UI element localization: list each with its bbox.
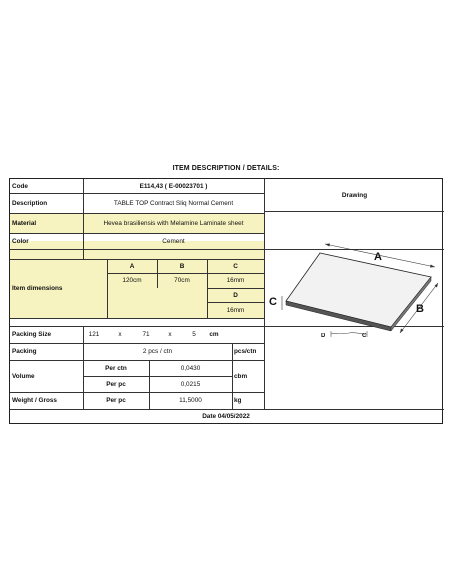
weight-value: 11,5000: [179, 397, 202, 404]
dim-value-b: 70cm: [174, 277, 190, 284]
drawing-label-c: C: [269, 296, 277, 308]
material-value: Hevea brasiliensis with Melamine Laminate sheet: [103, 219, 244, 227]
material-label: Material: [12, 219, 37, 227]
packing-size-unit: cm: [209, 331, 219, 338]
description-value: TABLE TOP Contract Sliq Normal Cement: [113, 199, 234, 207]
volume-label: Volume: [12, 372, 35, 380]
volume-unit: cbm: [234, 372, 248, 380]
table-top-drawing: [265, 234, 443, 344]
drawing-label-a: A: [374, 251, 382, 263]
weight-unit: kg: [234, 397, 242, 404]
drawing-label: Drawing: [341, 191, 368, 199]
slab-top-face: [286, 253, 431, 327]
code-label: Code: [12, 182, 28, 190]
drawing-label-c-small: C: [362, 333, 367, 339]
dim-header-a: A: [129, 262, 135, 270]
dim-header-b: B: [179, 262, 185, 270]
packing-size-x2: x: [168, 331, 172, 338]
volume-per-pc-value: 0,0215: [180, 380, 201, 388]
packing-size-length: 121: [88, 331, 100, 338]
drawing-label-b: B: [416, 303, 424, 315]
page-title: ITEM DESCRIPTION / DETAILS:: [172, 165, 280, 172]
drawing-label-d: D: [321, 333, 326, 339]
packing-size-height: 5: [192, 331, 196, 338]
dimensions-label: Item dimensions: [12, 285, 63, 292]
packing-value: 2 pcs / ctn: [142, 348, 173, 355]
dim-value-c: 16mm: [226, 277, 245, 284]
volume-per-pc-label: Per pc: [106, 380, 126, 388]
packing-unit: pcs/ctn: [234, 348, 257, 355]
volume-per-ctn-value: 0,0430: [180, 364, 201, 372]
spec-sheet: [9, 178, 443, 424]
volume-per-ctn-label: Per ctn: [105, 364, 127, 372]
color-value: Cement: [162, 237, 185, 245]
packing-label: Packing: [12, 348, 37, 355]
packing-size-width: 71: [142, 331, 150, 338]
description-label: Description: [12, 199, 48, 207]
color-label: Color: [12, 237, 29, 245]
dim-value-a: 120cm: [122, 277, 142, 284]
dim-header-d: D: [233, 291, 238, 299]
weight-label: Weight / Gross: [12, 397, 57, 404]
weight-per-pc-label: Per pc: [106, 397, 126, 404]
dim-header-c: C: [233, 262, 238, 270]
packing-size-label: Packing Size: [12, 331, 52, 338]
code-value: E114,43 ( E-00023701 ): [139, 182, 208, 190]
packing-size-x1: x: [118, 331, 122, 338]
dim-value-d: 16mm: [226, 306, 245, 314]
date-footer: Date 04/05/2022: [202, 412, 250, 420]
